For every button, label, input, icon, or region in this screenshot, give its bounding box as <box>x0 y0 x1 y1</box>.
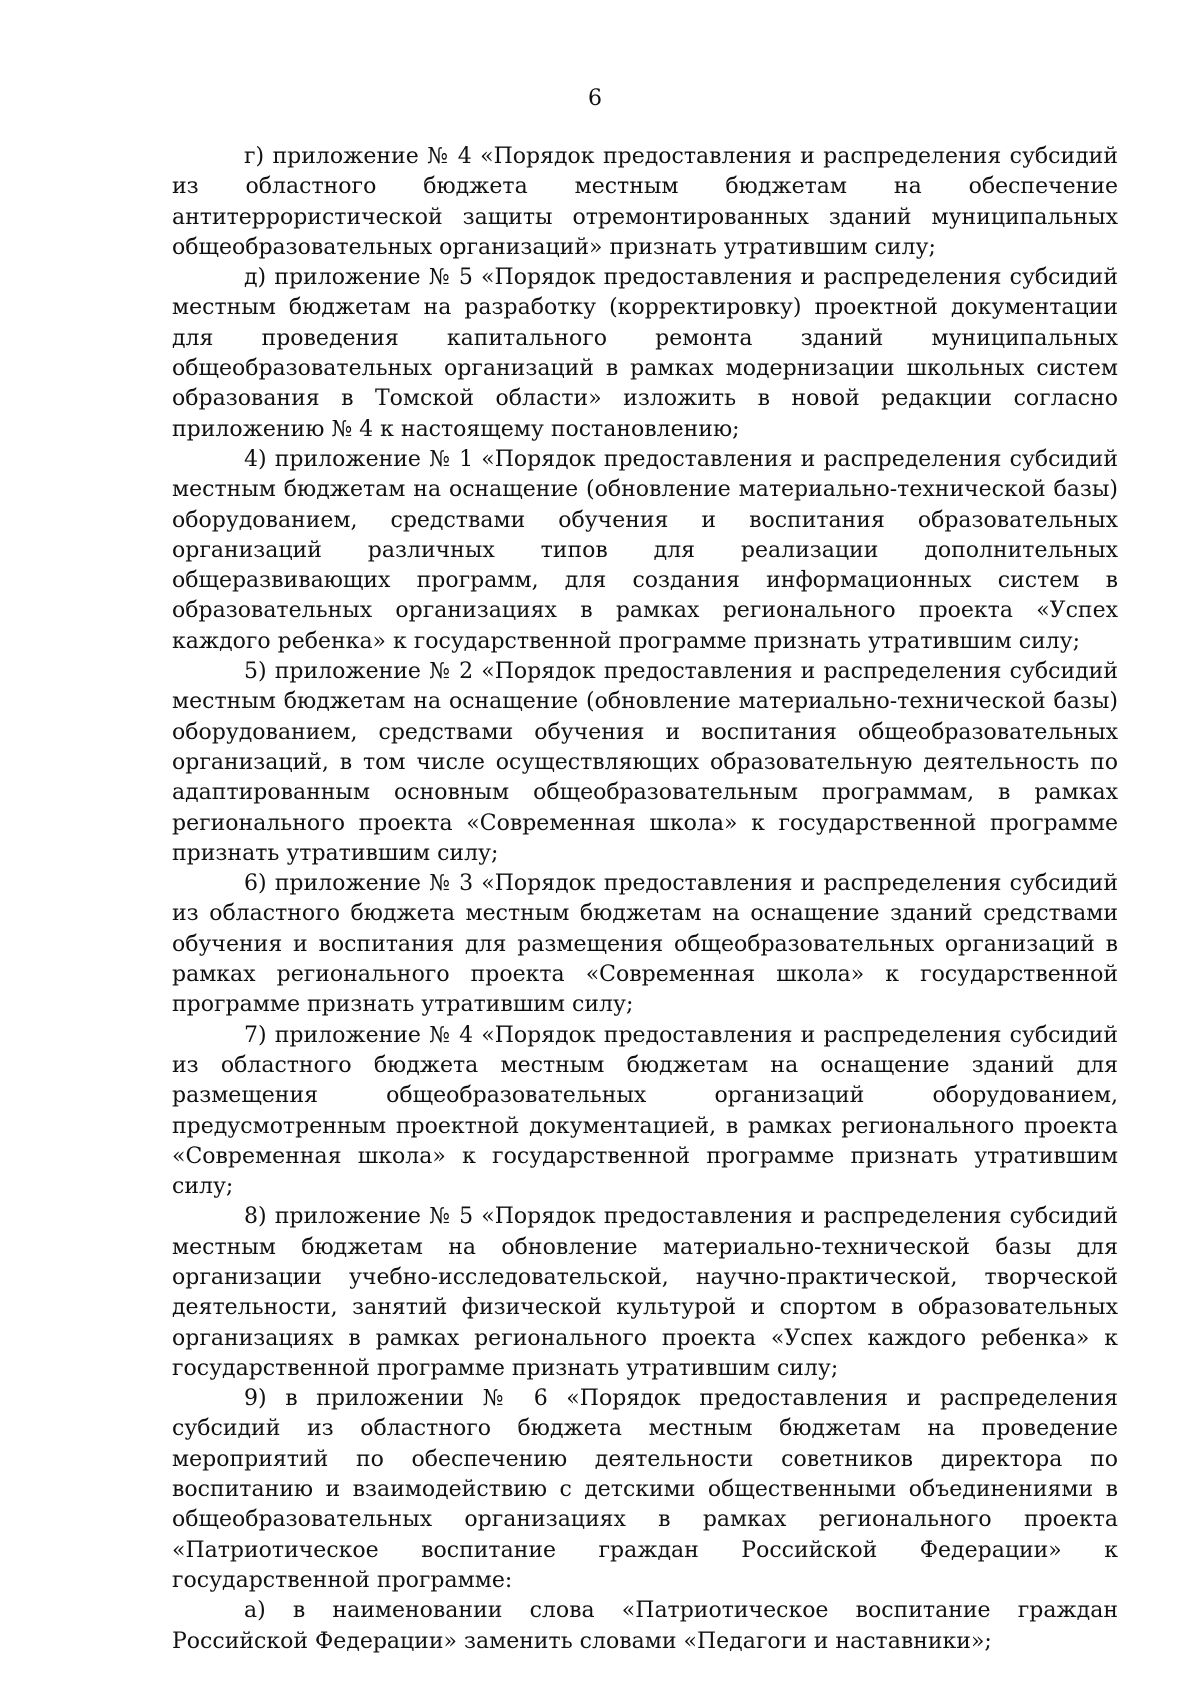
paragraph-item-4: 4) приложение № 1 «Порядок предоставления и распределения субсидий местным бюджетам на оснащение (обновление материально-технической базы) оборудованием, средствами обучения и воспитания образовательных организаций различных типов для реализации дополнительных общеразвивающих программ, для создания информационных систем в образовательных организациях в рамках регионального проекта «Успех каждого ребенка» к государственной программе признать утратившим силу; <box>172 446 1118 654</box>
paragraph-item-g: г) приложение № 4 «Порядок предоставления и распределения субсидий из областного бюджета местным бюджетам на обеспечение антитеррористической защиты отремонтированных зданий муниципальных общеобразовательных организаций» признать утратившим силу; <box>172 144 1118 260</box>
document-body <box>172 142 1118 1657</box>
paragraph-item-9: 9) в приложении № 6 «Порядок предоставления и распределения субсидий из областного бюджета местным бюджетам на проведение мероприятий по обеспечению деятельности советников директора по воспитанию и взаимодействию с детскими общественными объединениями в общеобразовательных организациях в рамках регионального проекта «Патриотическое воспитание граждан Российской Федерации» к государственной программе: <box>172 1386 1118 1593</box>
paragraph-item-6: 6) приложение № 3 «Порядок предоставления и распределения субсидий из областного бюджета местным бюджетам на оснащение зданий средствами обучения и воспитания для размещения общеобразовательных организаций в рамках регионального проекта «Современная школа» к государственной программе признать утратившим силу; <box>172 871 1118 1018</box>
paragraph-item-8: 8) приложение № 5 «Порядок предоставления и распределения субсидий местным бюджетам на обновление материально-технической базы для организации учебно-исследовательской, научно-практической, творческой деятельности, занятий физической культурой и спортом в образовательных организациях в рамках регионального проекта «Успех каждого ребенка» к государственной программе признать утратившим силу; <box>172 1204 1118 1381</box>
paragraph-item-d: д) приложение № 5 «Порядок предоставления и распределения субсидий местным бюджетам на разработку (корректировку) проектной документации для проведения капитального ремонта зданий муниципальных общеобразовательных организаций в рамках модернизации школьных систем образования в Томской области» изложить в новой редакции согласно приложению № 4 к настоящему постановлению; <box>172 265 1118 442</box>
paragraph-item-7: 7) приложение № 4 «Порядок предоставления и распределения субсидий из областного бюджета местным бюджетам на оснащение зданий для размещения общеобразовательных организаций оборудованием, предусмотренным проектной документацией, в рамках регионального проекта «Современная школа» к государственной программе признать утратившим силу; <box>172 1022 1118 1200</box>
paragraph-item-5: 5) приложение № 2 «Порядок предоставления и распределения субсидий местным бюджетам на оснащение (обновление материально-технической базы) оборудованием, средствами обучения и воспитания общеобразовательных организаций, в том числе осуществляющих образовательную деятельность по адаптированным основным общеобразовательным программам, в рамках регионального проекта «Современная школа» к государственной программе признать утратившим силу; <box>172 659 1118 866</box>
paragraph-subitem-a: а) в наименовании слова «Патриотическое воспитание граждан Российской Федерации» заменить словами «Педагоги и наставники»; <box>172 1598 1118 1654</box>
page-number: 6 <box>588 86 602 111</box>
